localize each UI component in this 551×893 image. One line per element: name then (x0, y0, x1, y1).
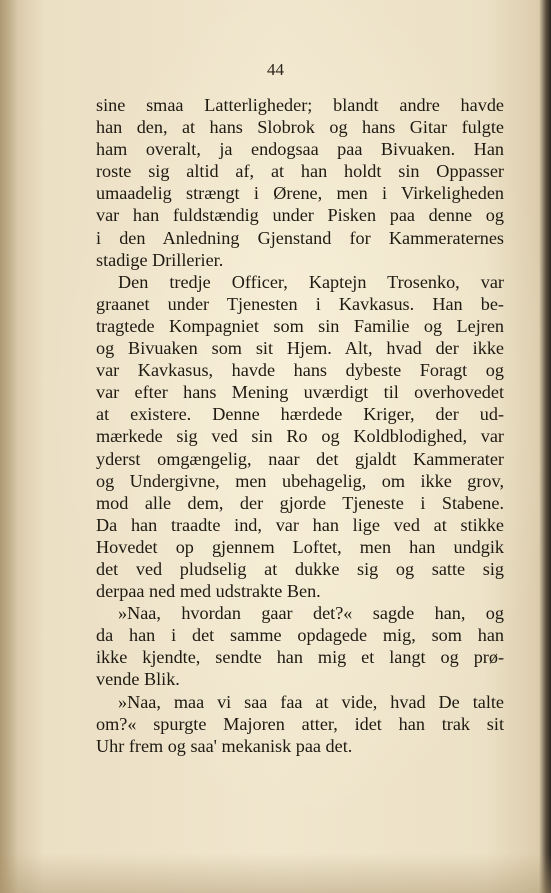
text-line: mod alle dem, der gjorde Tjeneste i Stabene. (96, 492, 504, 513)
text-line: sine smaa Latterligheder; blandt andre havde (96, 95, 504, 115)
text-line: han den, at hans Slobrok og hans Gitar fulgte (96, 117, 504, 138)
text-line: roste sig altid af, at han holdt sin Oppasser (96, 161, 504, 182)
text-line: stadige Drillerier. (96, 249, 224, 270)
text-line: om?« spurgte Majoren atter, idet han trak sit (96, 713, 504, 734)
page-number: 44 (267, 60, 284, 79)
text-line: var han fuldstændig under Pisken paa denne og (96, 205, 504, 226)
text-line: det ved pludselig at dukke sig og satte sig (96, 558, 504, 579)
text-line: ikke kjendte, sendte han mig et langt og prø- (96, 647, 504, 668)
text-line: Den tredje Officer, Kaptejn Trosenko, var (118, 271, 504, 292)
text-line: graanet under Tjenesten i Kavkasus. Han be- (96, 293, 504, 314)
text-line: i den Anledning Gjenstand for Kammeraternes (96, 227, 504, 248)
paragraph (96, 94, 504, 271)
text-line: da han i det samme opdagede mig, som han (96, 625, 504, 646)
body-text (96, 94, 504, 757)
paragraph (96, 271, 504, 602)
text-line: Uhr frem og saa' mekanisk paa det. (96, 735, 353, 756)
paragraph (96, 691, 504, 757)
page-left-shadow (0, 0, 18, 893)
text-line: yderst omgængelig, naar det gjaldt Kammerater (96, 448, 504, 469)
text-line: og Undergivne, men ubehagelig, om ikke grov, (96, 470, 504, 491)
text-line: at existere. Denne hærdede Kriger, der ud- (96, 404, 504, 425)
text-line: var Kavkasus, havde hans dybeste Foragt og (96, 360, 504, 381)
text-line: derpaa ned med udstrakte Ben. (96, 581, 321, 602)
text-line: »Naa, maa vi saa faa at vide, hvad De talte (118, 691, 504, 712)
text-line: ham overalt, ja endogsaa paa Bivuaken. Han (96, 139, 504, 160)
text-line: vende Blik. (96, 669, 180, 690)
text-line: tragtede Kompagniet som sin Familie og Lejren (96, 315, 504, 336)
text-line: umaadelig strængt i Ørene, men i Virkeligheden (96, 183, 504, 204)
text-line: og Bivuaken som sit Hjem. Alt, hvad der ikke (96, 338, 504, 359)
text-line: mærkede sig ved sin Ro og Koldblodighed, var (96, 426, 504, 447)
page-bottom-shadow (0, 853, 551, 893)
text-line: Hovedet op gjennem Loftet, men han undgik (96, 536, 504, 557)
text-line: Da han traadte ind, var han lige ved at stikke (96, 514, 504, 535)
text-line: »Naa, hvordan gaar det?« sagde han, og (118, 603, 504, 624)
page-right-edge (539, 0, 551, 893)
paragraph (96, 602, 504, 690)
text-line: var efter hans Mening uværdigt til overhovedet (96, 382, 504, 403)
